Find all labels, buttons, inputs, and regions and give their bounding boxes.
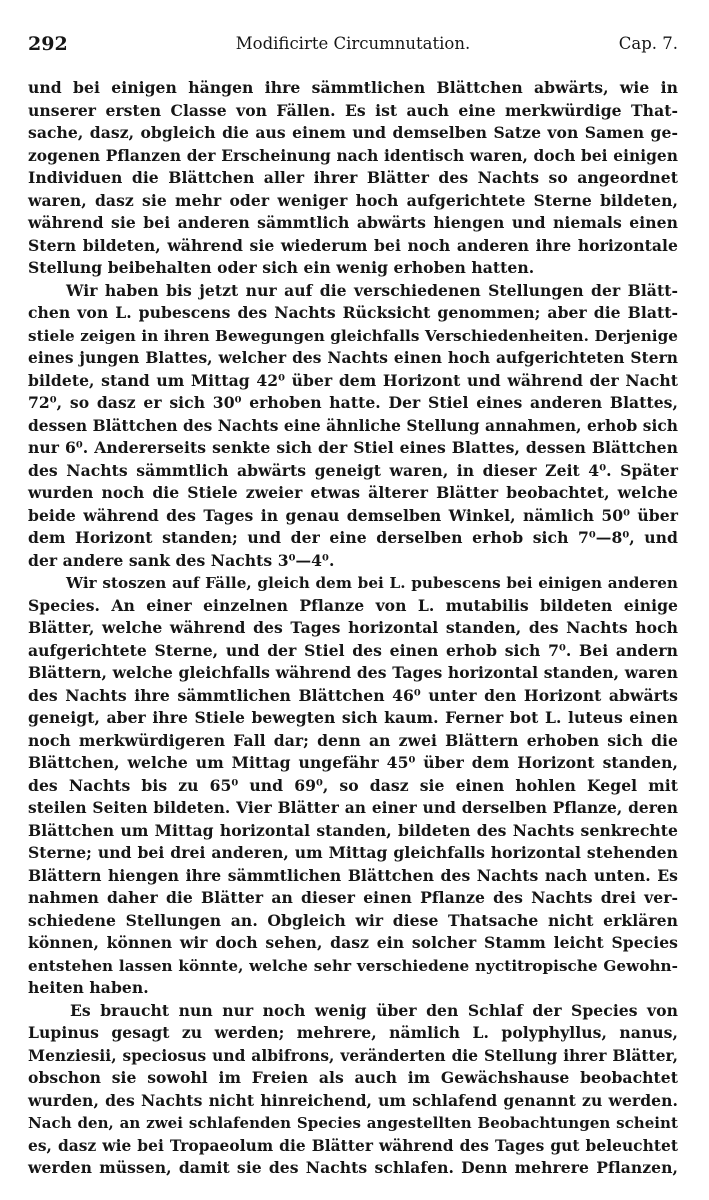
- text-line: der andere sank des Nachts 3⁰—4⁰.: [28, 550, 335, 570]
- text-line: aufgerichtete Sterne, und der Stiel des einen erhob sich 7⁰. Bei andern: [28, 640, 678, 660]
- text-line: Blättchen um Mittag horizontal standen, bildeten des Nachts senkrechte: [28, 820, 678, 840]
- text-line: steilen Seiten bildeten. Vier Blätter an einer und derselben Pflanze, deren: [28, 799, 678, 817]
- text-line: Blättern hiengen ihre sämmtlichen Blättchen des Nachts nach unten. Es: [28, 865, 678, 885]
- text-line: stiele zeigen in ihren Bewegungen gleichfalls Verschiedenheiten. Derjenige: [28, 326, 678, 345]
- text-line: Lupinus gesagt zu werden; mehrere, nämlich L. polyphyllus, nanus,: [28, 1023, 678, 1042]
- text-line: es, dasz wie bei Tropaeolum die Blätter während des Tages gut beleuchtet: [28, 1136, 678, 1155]
- text-line: während sie bei anderen sämmtlich abwärts hiengen und niemals einen: [28, 213, 678, 232]
- text-line: Nach den, an zwei schlafenden Species angestellten Beobachtungen scheint: [28, 1114, 678, 1132]
- text-line: Wir stoszen auf Fälle, gleich dem bei L. pubescens bei einigen anderen: [66, 574, 678, 592]
- text-line: chen von L. pubescens des Nachts Rücksicht genommen; aber die Blatt-: [28, 303, 678, 322]
- text-line: nur 6⁰. Andererseits senkte sich der Stiel eines Blattes, dessen Blättchen: [28, 438, 678, 457]
- text-line: wurden, des Nachts nicht hinreichend, um schlafend genannt zu werden.: [28, 1090, 678, 1110]
- text-line: Menziesii, speciosus und albifrons, veränderten die Stellung ihrer Blätter,: [28, 1046, 678, 1065]
- text-line: Es braucht nun nur noch wenig über den Schlaf der Species von: [70, 1000, 678, 1020]
- text-line: bildete, stand um Mittag 42⁰ über dem Horizont und während der Nacht: [28, 370, 678, 390]
- text-line: entstehen lassen könnte, welche sehr verschiedene nyctitropische Gewohn-: [28, 956, 678, 975]
- body-text: [28, 77, 678, 1180]
- text-line: dessen Blättchen des Nachts eine ähnliche Stellung annahmen, erhob sich: [28, 416, 679, 435]
- text-line: noch merkwürdigeren Fall dar; denn an zwei Blättern erhoben sich die: [28, 730, 678, 750]
- text-line: des Nachts sämmtlich abwärts geneigt waren, in dieser Zeit 4⁰. Später: [28, 460, 678, 480]
- running-title: Modificirte Circumnutation.: [235, 34, 471, 53]
- text-line: Stellung beibehalten oder sich ein wenig erhoben hatten.: [28, 258, 535, 277]
- text-line: Blätter, welche während des Tages horizontal standen, des Nachts hoch: [28, 618, 678, 637]
- text-line: waren, dasz sie mehr oder weniger hoch aufgerichtete Sterne bildeten,: [28, 190, 678, 210]
- page-number: 292: [28, 33, 68, 55]
- text-line: 72⁰, so dasz er sich 30⁰ erhoben hatte. Der Stiel eines anderen Blattes,: [28, 393, 678, 412]
- text-line: Wir haben bis jetzt nur auf die verschiedenen Stellungen der Blätt-: [66, 280, 678, 300]
- text-line: Stern bildeten, während sie wiederum bei noch anderen ihre horizontale: [28, 235, 678, 255]
- text-line: schiedene Stellungen an. Obgleich wir diese Thatsache nicht erklären: [28, 910, 678, 930]
- text-line: können, können wir doch sehen, dasz ein solcher Stamm leicht Species: [28, 933, 678, 952]
- text-line: Individuen die Blättchen aller ihrer Blätter des Nachts so angeordnet: [28, 168, 678, 187]
- text-line: dem Horizont standen; und der eine derselben erhob sich 7⁰—8⁰, und: [28, 528, 678, 547]
- text-line: heiten haben.: [28, 978, 149, 997]
- text-line: unserer ersten Classe von Fällen. Es ist auch eine merkwürdige That-: [28, 100, 678, 120]
- text-line: Sterne; und bei drei anderen, um Mittag gleichfalls horizontal stehenden: [28, 843, 678, 862]
- text-line: sache, dasz, obgleich die aus einem und demselben Satze von Samen ge-: [28, 123, 678, 142]
- chapter-label: Cap. 7.: [618, 34, 678, 53]
- text-line: werden müssen, damit sie des Nachts schlafen. Denn mehrere Pflanzen,: [28, 1158, 678, 1177]
- text-line: beide während des Tages in genau demselben Winkel, nämlich 50⁰ über: [28, 505, 678, 525]
- text-line: obschon sie sowohl im Freien als auch im Gewächshause beobachtet: [28, 1068, 678, 1087]
- text-line: und bei einigen hängen ihre sämmtlichen Blättchen abwärts, wie in: [28, 78, 678, 97]
- text-line: nahmen daher die Blätter an dieser einen Pflanze des Nachts drei ver-: [28, 888, 678, 907]
- text-line: eines jungen Blattes, welcher des Nachts einen hoch aufgerichteten Stern: [28, 349, 678, 367]
- text-line: Blättern, welche gleichfalls während des Tages horizontal standen, waren: [28, 663, 678, 682]
- text-line: wurden noch die Stiele zweier etwas älterer Blätter beobachtet, welche: [28, 483, 678, 502]
- page-header: [28, 33, 678, 63]
- text-line: des Nachts bis zu 65⁰ und 69⁰, so dasz sie einen hohlen Kegel mit: [28, 775, 678, 795]
- text-line: des Nachts ihre sämmtlichen Blättchen 46⁰ unter den Horizont abwärts: [28, 685, 678, 705]
- text-line: geneigt, aber ihre Stiele bewegten sich kaum. Ferner bot L. luteus einen: [28, 708, 678, 727]
- text-line: Blättchen, welche um Mittag ungefähr 45⁰ über dem Horizont standen,: [28, 753, 678, 772]
- text-line: Species. An einer einzelnen Pflanze von L. mutabilis bildeten einige: [28, 595, 678, 615]
- text-line: zogenen Pflanzen der Erscheinung nach identisch waren, doch bei einigen: [28, 146, 678, 165]
